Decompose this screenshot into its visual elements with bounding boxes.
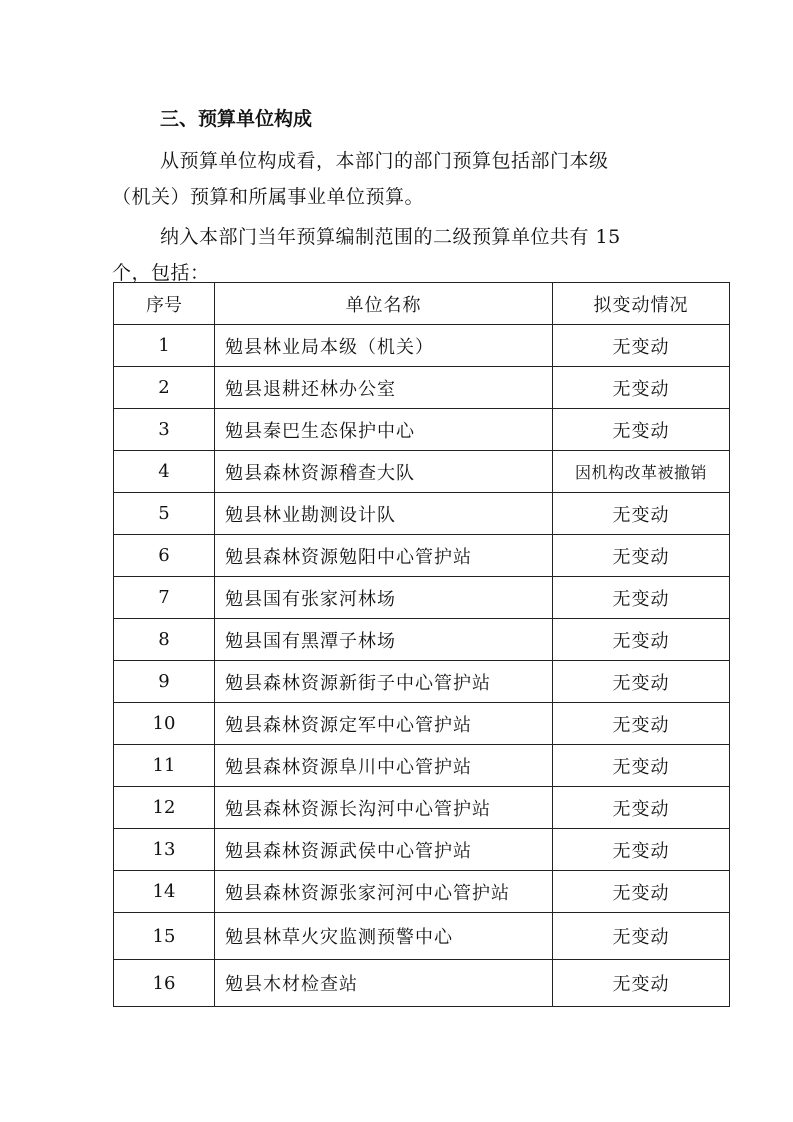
header-unit-name: 单位名称: [215, 283, 553, 325]
change-status: 无变动: [553, 960, 730, 1007]
unit-name: 勉县森林资源新街子中心管护站: [215, 661, 553, 703]
row-number: 15: [114, 913, 215, 960]
unit-name: 勉县国有黑潭子林场: [215, 619, 553, 661]
row-number: 7: [114, 577, 215, 619]
unit-name: 勉县秦巴生态保护中心: [215, 409, 553, 451]
table-row: [114, 409, 730, 451]
table-row: [114, 913, 730, 960]
header-change-status: 拟变动情况: [553, 283, 730, 325]
change-status: 无变动: [553, 871, 730, 913]
unit-name: 勉县森林资源武侯中心管护站: [215, 829, 553, 871]
table-row: [114, 960, 730, 1007]
change-status: 无变动: [553, 829, 730, 871]
paragraph-2-line-1: 纳入本部门当年预算编制范围的二级预算单位共有 15: [160, 226, 621, 248]
change-status: 无变动: [553, 661, 730, 703]
paragraph-1-line-1: 从预算单位构成看，本部门的部门预算包括部门本级: [160, 150, 609, 172]
row-number: 10: [114, 703, 215, 745]
unit-name: 勉县森林资源张家河河中心管护站: [215, 871, 553, 913]
unit-name: 勉县森林资源定军中心管护站: [215, 703, 553, 745]
row-number: 14: [114, 871, 215, 913]
row-number: 8: [114, 619, 215, 661]
table-row: [114, 703, 730, 745]
unit-name: 勉县林业局本级（机关）: [215, 325, 553, 367]
change-status: 无变动: [553, 619, 730, 661]
unit-name: 勉县林业勘测设计队: [215, 493, 553, 535]
table-row: [114, 787, 730, 829]
table-row: [114, 325, 730, 367]
unit-name: 勉县森林资源阜川中心管护站: [215, 745, 553, 787]
table-row: [114, 367, 730, 409]
unit-name: 勉县木材检查站: [215, 960, 553, 1007]
change-status: 无变动: [553, 409, 730, 451]
change-status: 无变动: [553, 493, 730, 535]
change-status: 无变动: [553, 745, 730, 787]
table-row: [114, 619, 730, 661]
table-row: [114, 871, 730, 913]
unit-name: 勉县森林资源长沟河中心管护站: [215, 787, 553, 829]
unit-name: 勉县退耕还林办公室: [215, 367, 553, 409]
change-status: 无变动: [553, 367, 730, 409]
table-row: [114, 451, 730, 493]
change-status: 无变动: [553, 913, 730, 960]
table-row: [114, 577, 730, 619]
change-status: 无变动: [553, 535, 730, 577]
row-number: 6: [114, 535, 215, 577]
table-row: [114, 493, 730, 535]
change-status: 无变动: [553, 787, 730, 829]
unit-name: 勉县国有张家河林场: [215, 577, 553, 619]
table-header-row: [114, 283, 730, 325]
change-status: 无变动: [553, 703, 730, 745]
section-heading: 三、预算单位构成: [160, 108, 313, 130]
unit-name: 勉县林草火灾监测预警中心: [215, 913, 553, 960]
paragraph-1-line-2: （机关）预算和所属事业单位预算。: [112, 186, 425, 208]
unit-name: 勉县森林资源勉阳中心管护站: [215, 535, 553, 577]
row-number: 1: [114, 325, 215, 367]
row-number: 9: [114, 661, 215, 703]
change-status: 无变动: [553, 577, 730, 619]
change-status: 无变动: [553, 325, 730, 367]
row-number: 12: [114, 787, 215, 829]
row-number: 11: [114, 745, 215, 787]
paragraph-2-line-2: 个，包括：: [112, 262, 210, 284]
header-serial-number: 序号: [114, 283, 215, 325]
table-row: [114, 661, 730, 703]
budget-units-table: [113, 282, 730, 1007]
row-number: 13: [114, 829, 215, 871]
row-number: 2: [114, 367, 215, 409]
row-number: 4: [114, 451, 215, 493]
row-number: 3: [114, 409, 215, 451]
change-status: 因机构改革被撤销: [553, 451, 730, 493]
row-number: 5: [114, 493, 215, 535]
row-number: 16: [114, 960, 215, 1007]
table-row: [114, 829, 730, 871]
table-row: [114, 535, 730, 577]
unit-name: 勉县森林资源稽查大队: [215, 451, 553, 493]
table-row: [114, 745, 730, 787]
